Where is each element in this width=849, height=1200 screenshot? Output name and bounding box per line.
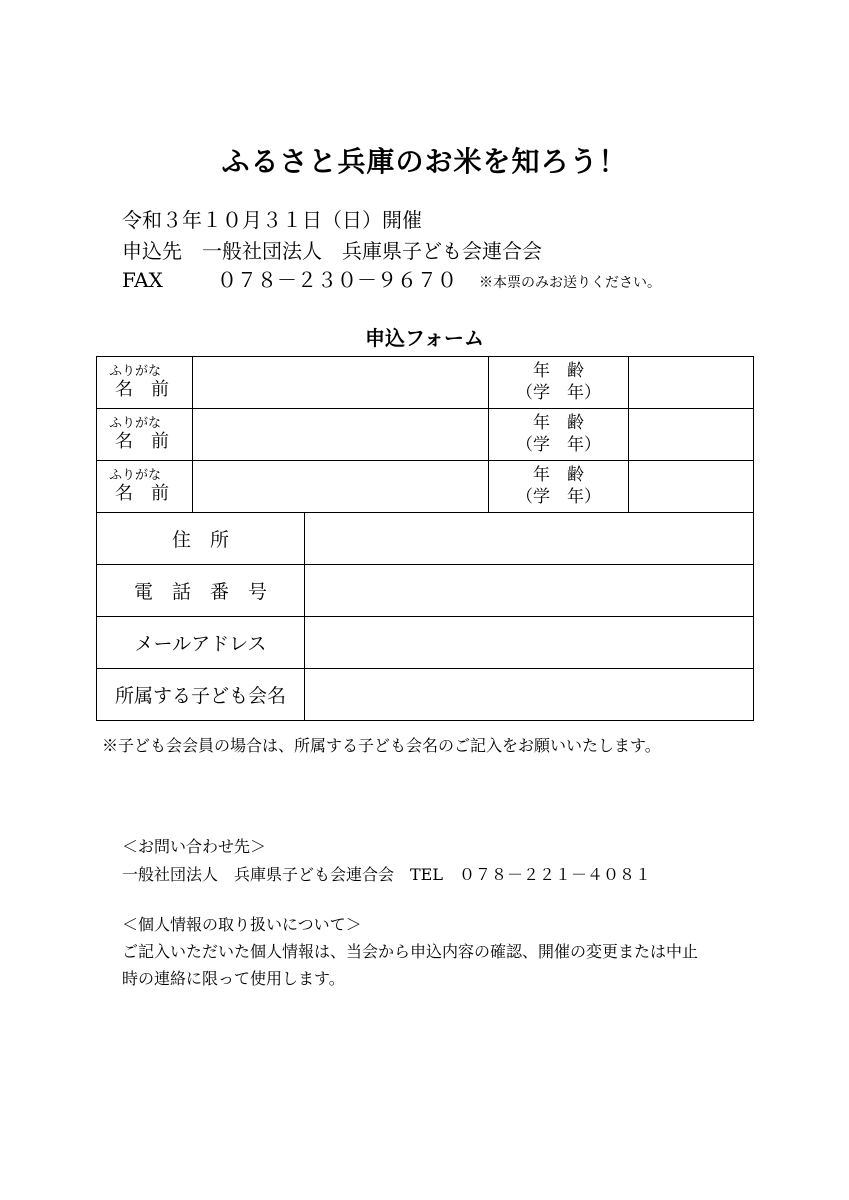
- name-label: 名前: [115, 430, 187, 452]
- privacy-line-2: 時の連絡に限って使用します。: [122, 969, 345, 988]
- grade-label: （学 年）: [516, 434, 601, 455]
- form-title: 申込フォーム: [365, 326, 484, 350]
- email-input-cell[interactable]: [305, 617, 754, 669]
- participant-row: [97, 409, 754, 461]
- address-row: [97, 513, 754, 565]
- age-label-cell: [489, 409, 629, 461]
- age-label-cell: [489, 461, 629, 513]
- fax-number: ０７８－２３０－９６７０: [217, 268, 457, 292]
- age-input-cell[interactable]: [629, 357, 754, 409]
- email-row: [97, 617, 754, 669]
- name-kana-label: ふりがな: [109, 364, 162, 380]
- page-title: ふるさと兵庫のお米を知ろう！: [221, 145, 628, 178]
- fax-label: FAX: [122, 268, 163, 292]
- grade-label: （学 年）: [516, 382, 601, 403]
- privacy-line-1: ご記入いただいた個人情報は、当会から申込内容の確認、開催の変更または中止: [122, 942, 699, 961]
- club-input-cell[interactable]: [305, 669, 754, 721]
- event-date: 令和３年１０月３１日（日）開催: [122, 208, 422, 232]
- name-label-cell: [97, 357, 193, 409]
- club-label: 所属する子ども会名: [97, 669, 305, 721]
- name-input-cell[interactable]: [193, 461, 489, 513]
- contact-heading: ＜お問い合わせ先＞: [122, 837, 267, 856]
- contact-line: 一般社団法人 兵庫県子ども会連合会 TEL ０７８－２２１－４０８１: [122, 865, 651, 884]
- privacy-heading: ＜個人情報の取り扱いについて＞: [122, 915, 362, 934]
- name-input-cell[interactable]: [193, 409, 489, 461]
- age-label: 年 齢: [533, 465, 584, 486]
- grade-label: （学 年）: [516, 486, 601, 507]
- fax-note: ※本票のみお送りください。: [479, 275, 661, 291]
- club-row: [97, 669, 754, 721]
- member-note: ※子ども会会員の場合は、所属する子ども会名のご記入をお願いいたします。: [102, 736, 661, 755]
- age-label: 年 齢: [533, 361, 584, 382]
- name-label-cell: [97, 409, 193, 461]
- address-input-cell[interactable]: [305, 513, 754, 565]
- name-input-cell[interactable]: [193, 357, 489, 409]
- age-label-cell: [489, 357, 629, 409]
- name-kana-label: ふりがな: [109, 416, 162, 432]
- email-label: メールアドレス: [97, 617, 305, 669]
- age-input-cell[interactable]: [629, 461, 754, 513]
- fax-line: [122, 264, 661, 293]
- name-label-cell: [97, 461, 193, 513]
- age-input-cell[interactable]: [629, 409, 754, 461]
- name-kana-label: ふりがな: [109, 468, 162, 484]
- phone-label: 電 話 番 号: [97, 565, 305, 617]
- phone-row: [97, 565, 754, 617]
- name-label: 名前: [115, 378, 187, 400]
- participant-row: [97, 461, 754, 513]
- phone-input-cell[interactable]: [305, 565, 754, 617]
- name-label: 名前: [115, 482, 187, 504]
- address-label: 住 所: [97, 513, 305, 565]
- participant-row: [97, 357, 754, 409]
- age-label: 年 齢: [533, 413, 584, 434]
- application-form: [96, 356, 754, 721]
- apply-to: 申込先 一般社団法人 兵庫県子ども会連合会: [122, 239, 542, 263]
